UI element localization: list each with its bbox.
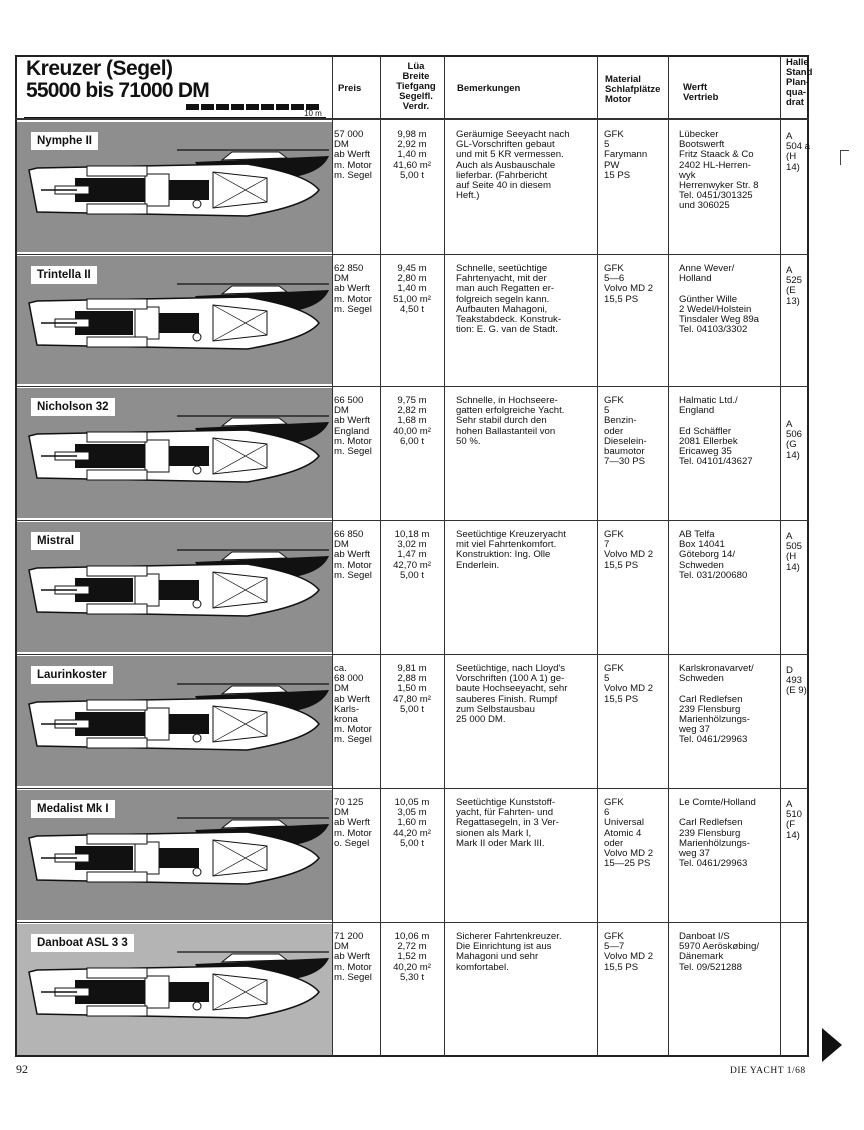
boat-name: Nymphe II [31, 132, 98, 150]
title-category: Kreuzer (Segel) [26, 57, 173, 80]
column-divider [668, 55, 669, 1057]
boat-illustration [17, 656, 332, 786]
boat-illustration [17, 790, 332, 920]
yard-cell: Lübecker Bootswerft Fritz Staack & Co 2402 HL-Herren- wyk Herrenwyker Str. 8 Tel. 0451/301325 und 306025 [679, 129, 759, 212]
remarks-cell: Seetüchtige Kunststoff- yacht, für Fahrten- und Regattasegeln, in 3 Ver- sionen als Mark I, Mark II oder Mark III. [456, 797, 559, 849]
row-divider [15, 386, 809, 387]
hall-cell: A 506 (G 14) [786, 419, 803, 461]
header-divider [15, 118, 809, 120]
material-cell: GFK 7 Volvo MD 2 15,5 PS [604, 529, 654, 571]
yard-cell: Halmatic Ltd./ England Ed Schäffler 2081 Ellerbek Ericaweg 35 Tel. 04101/43627 [679, 395, 753, 468]
boat-name: Danboat ASL 3 3 [31, 934, 134, 952]
column-header-dimensions: Lüa Breite Tiefgang Segelfl. Verdr. [396, 61, 436, 112]
scale-baseline [24, 117, 326, 118]
material-cell: GFK 5—6 Volvo MD 2 15,5 PS [604, 263, 654, 305]
remarks-cell: Sicherer Fahrtenkreuzer. Die Einrichtung ist aus Mahagoni und sehr komfortabel. [456, 931, 562, 973]
price-cell: 62 850 DM ab Werft m. Motor m. Segel [334, 263, 372, 315]
price-cell: 66 500 DM ab Werft England m. Motor m. Segel [334, 395, 372, 458]
material-cell: GFK 5 Volvo MD 2 15,5 PS [604, 663, 654, 705]
title-price-range: 55000 bis 71000 DM [26, 79, 209, 102]
row-divider [15, 788, 809, 789]
scale-bar [186, 104, 320, 110]
boat-illustration [17, 522, 332, 652]
column-divider [780, 55, 781, 1057]
column-header-hall: Halle Stand Plan- qua- drat [786, 57, 813, 108]
hall-cell: A 505 (H 14) [786, 531, 803, 573]
material-cell: GFK 5 Benzin- oder Dieselein- baumotor 7—30 PS [604, 395, 647, 468]
row-divider [15, 654, 809, 655]
dimensions-cell: 9,81 m 2,88 m 1,50 m 47,80 m² 5,00 t [393, 663, 431, 715]
price-cell: ca. 68 000 DM ab Werft Karls- krona m. Motor m. Segel [334, 663, 372, 746]
dimensions-cell: 9,75 m 2,82 m 1,68 m 40,00 m² 6,00 t [393, 395, 431, 447]
material-cell: GFK 5 Farymann PW 15 PS [604, 129, 648, 181]
dimensions-cell: 10,18 m 3,02 m 1,47 m 42,70 m² 5,00 t [393, 529, 431, 581]
yard-cell: Le Comte/Holland Carl Redlefsen 239 Flensburg Marienhölzungs- weg 37 Tel. 0461/29963 [679, 797, 756, 870]
column-divider [444, 55, 445, 1057]
row-divider [15, 254, 809, 255]
column-header-yard: Werft Vertrieb [683, 82, 719, 103]
material-cell: GFK 6 Universal Atomic 4 oder Volvo MD 2 15—25 PS [604, 797, 654, 870]
next-page-arrow-icon [822, 1028, 842, 1062]
scale-label: 10 m [304, 109, 322, 118]
price-cell: 71 200 DM ab Werft m. Motor m. Segel [334, 931, 372, 983]
boat-name: Trintella II [31, 266, 97, 284]
boat-illustration [17, 256, 332, 384]
remarks-cell: Seetüchtige, nach Lloyd's Vorschriften (100 A 1) ge- baute Hochseeyacht, sehr sauberes Finish. Rumpf zum Selbstausbau 25 000 DM. [456, 663, 568, 726]
column-header-material: Material Schlafplätze Motor [605, 74, 661, 105]
boat-illustration [17, 122, 332, 252]
boat-name: Medalist Mk I [31, 800, 115, 818]
dimensions-cell: 10,05 m 3,05 m 1,60 m 44,20 m² 5,00 t [393, 797, 431, 849]
yard-cell: AB Telfa Box 14041 Göteborg 14/ Schweden Tel. 031/200680 [679, 529, 748, 581]
row-divider [15, 922, 809, 923]
column-header-remarks: Bemerkungen [457, 83, 521, 94]
remarks-cell: Schnelle, seetüchtige Fahrtenyacht, mit der man auch Regatten er- folgreich segeln kann. Aufbauten Mahagoni, Teakstabdeck. Konstruk- tion: E. G. van de Stadt. [456, 263, 562, 336]
remarks-cell: Seetüchtige Kreuzeryacht mit viel Fahrtenkomfort. Konstruktion: Ing. Olle Enderlein. [456, 529, 566, 571]
boat-illustration [17, 388, 332, 518]
boat-illustration [17, 924, 332, 1055]
boat-name: Laurinkoster [31, 666, 113, 684]
dimensions-cell: 9,45 m 2,80 m 1,40 m 51,00 m² 4,50 t [393, 263, 431, 315]
remarks-cell: Geräumige Seeyacht nach GL-Vorschriften gebaut und mit 5 KR vermessen. Auch als Ausbauschale lieferbar. (Fahrbericht auf Seite 40 in diesem Heft.) [456, 129, 570, 202]
margin-mark [840, 150, 849, 165]
price-cell: 70 125 DM ab Werft m. Motor o. Segel [334, 797, 372, 849]
yard-cell: Danboat I/S 5970 Aeröskøbing/ Dänemark Tel. 09/521288 [679, 931, 760, 973]
dimensions-cell: 9,98 m 2,92 m 1,40 m 41,60 m² 5,00 t [393, 129, 431, 181]
yard-cell: Karlskronavarvet/ Schweden Carl Redlefsen 239 Flensburg Marienhölzungs- weg 37 Tel. 0461/29963 [679, 663, 754, 746]
boat-name: Nicholson 32 [31, 398, 115, 416]
column-header-price: Preis [338, 83, 362, 94]
hall-cell: D 493 (E 9) [786, 665, 807, 697]
yard-cell: Anne Wever/ Holland Günther Wille 2 Wedel/Holstein Tinsdaler Weg 89a Tel. 04103/3302 [679, 263, 759, 336]
price-cell: 66 850 DM ab Werft m. Motor m. Segel [334, 529, 372, 581]
page-number: 92 [16, 1062, 28, 1076]
row-divider [15, 520, 809, 521]
column-divider [597, 55, 598, 1057]
boat-name: Mistral [31, 532, 80, 550]
magazine-reference: DIE YACHT 1/68 [730, 1066, 806, 1076]
hall-cell: A 504 a (H 14) [786, 131, 811, 173]
page-title [26, 58, 326, 102]
hall-cell: A 510 (F 14) [786, 799, 803, 841]
column-divider [380, 55, 381, 1057]
material-cell: GFK 5—7 Volvo MD 2 15,5 PS [604, 931, 654, 973]
hall-cell: A 525 (E 13) [786, 265, 803, 307]
dimensions-cell: 10,06 m 2,72 m 1,52 m 40,20 m² 5,30 t [393, 931, 431, 983]
column-divider [332, 55, 333, 1057]
remarks-cell: Schnelle, in Hochseere- gatten erfolgreiche Yacht. Sehr stabil durch den hohen Ballastanteil von 50 %. [456, 395, 565, 447]
price-cell: 57 000 DM ab Werft m. Motor m. Segel [334, 129, 372, 181]
